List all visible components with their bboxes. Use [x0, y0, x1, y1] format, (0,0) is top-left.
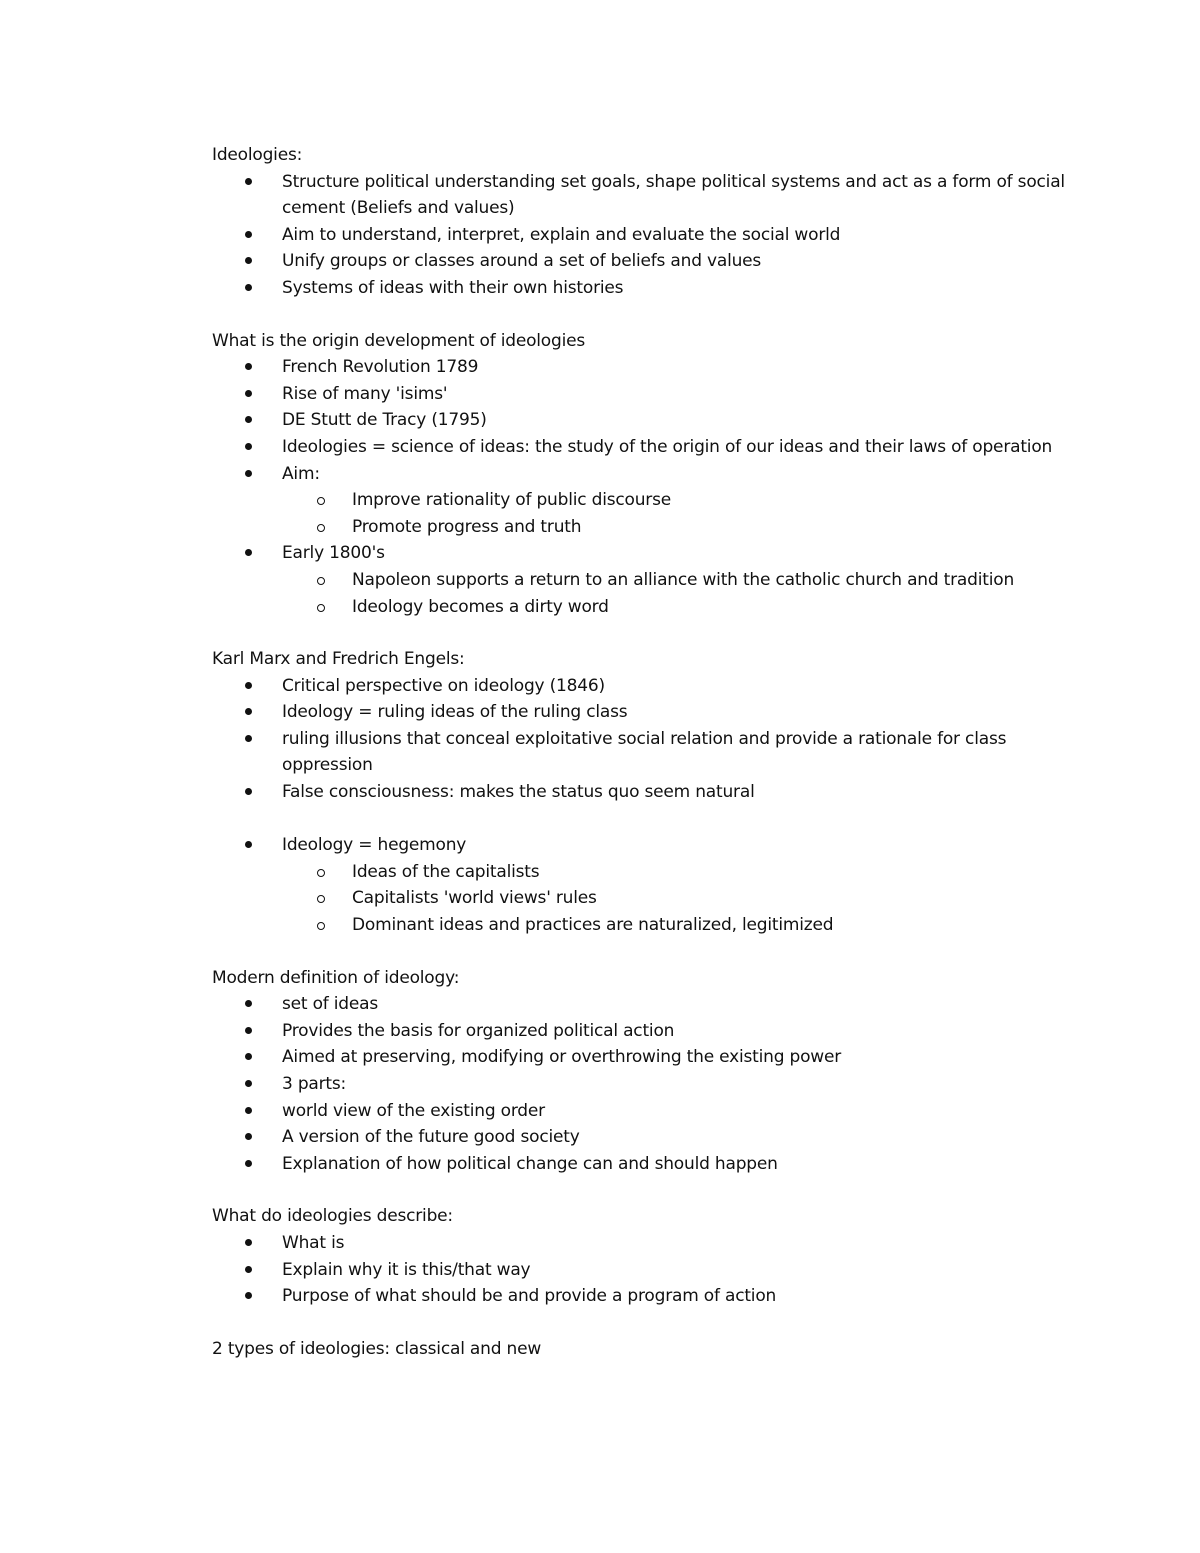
list-item-text: Systems of ideas with their own histories [282, 277, 624, 298]
list-item-text: world view of the existing order [282, 1100, 545, 1121]
sub-list-item [212, 487, 1100, 514]
bullet-list [212, 354, 1100, 620]
list-item-text: Improve rationality of public discourse [352, 490, 672, 511]
sub-list-item [212, 912, 1100, 939]
list-item [212, 222, 1100, 249]
section-what-describe [212, 1203, 1100, 1309]
list-item-text: Early 1800's [282, 543, 385, 564]
list-item [212, 354, 1100, 381]
list-item-text: Provides the basis for organized political action [282, 1020, 675, 1041]
list-item [212, 381, 1100, 408]
bullet-list [212, 673, 1100, 939]
list-item [212, 726, 1100, 779]
section-heading: What do ideologies describe: [212, 1206, 453, 1227]
section-marx-engels [212, 646, 1100, 939]
list-item [212, 407, 1100, 434]
list-item [212, 1283, 1100, 1310]
list-item-text: Ideas of the capitalists [352, 861, 540, 882]
bullet-list [212, 991, 1100, 1177]
list-item-text: French Revolution 1789 [282, 357, 479, 378]
list-item [212, 1124, 1100, 1151]
section-heading: Modern definition of ideology: [212, 967, 460, 988]
list-item [212, 1071, 1100, 1098]
list-item-text: Critical perspective on ideology (1846) [282, 675, 605, 696]
list-item-text: Promote progress and truth [352, 516, 582, 537]
list-item-text: Rise of many 'isims' [282, 383, 448, 404]
section-modern-definition [212, 965, 1100, 1178]
list-item [212, 461, 1100, 488]
list-item [212, 540, 1100, 567]
list-item-text: Dominant ideas and practices are naturalized, legitimized [352, 915, 834, 936]
list-item-text: Structure political understanding set goals, shape political systems and act as a form of social cement (Beliefs and values) [282, 171, 1065, 219]
list-item [212, 991, 1100, 1018]
list-item [212, 1018, 1100, 1045]
list-item-text: Ideology = hegemony [282, 835, 467, 856]
list-item [212, 673, 1100, 700]
section-heading: What is the origin development of ideologies [212, 330, 586, 351]
list-item-text: set of ideas [282, 994, 379, 1015]
list-item-text: Ideology = ruling ideas of the ruling class [282, 702, 628, 723]
sub-list-item [212, 514, 1100, 541]
list-item-text: A version of the future good society [282, 1127, 580, 1148]
list-item-text: Aim: [282, 463, 320, 484]
list-item [212, 699, 1100, 726]
list-item-text: 3 parts: [282, 1074, 347, 1094]
section-heading: 2 types of ideologies: classical and new [212, 1338, 542, 1359]
list-item [212, 275, 1100, 302]
section-types [212, 1336, 1100, 1363]
list-item [212, 248, 1100, 275]
bullet-list [212, 1230, 1100, 1310]
list-item-text: False consciousness: makes the status quo seem natural [282, 782, 755, 803]
list-item [212, 1230, 1100, 1257]
list-item-text: Unify groups or classes around a set of beliefs and values [282, 251, 762, 272]
list-item-text: Aimed at preserving, modifying or overthrowing the existing power [282, 1047, 842, 1068]
list-item-text: Ideology becomes a dirty word [352, 596, 609, 617]
section-ideologies [212, 142, 1100, 302]
list-item-text: Ideologies = science of ideas: the study of the origin of our ideas and their laws of operation [282, 436, 1053, 457]
sub-list-item [212, 859, 1100, 886]
section-heading: Ideologies: [212, 145, 303, 165]
sub-list-item [212, 885, 1100, 912]
list-item [212, 169, 1100, 222]
list-item-text: Capitalists 'world views' rules [352, 888, 597, 909]
list-item-text: Explanation of how political change can and should happen [282, 1153, 778, 1174]
bullet-list [212, 169, 1100, 302]
document-body [212, 142, 1100, 1362]
list-item [212, 1098, 1100, 1125]
sub-list-item [212, 594, 1100, 621]
list-item-text: ruling illusions that conceal exploitative social relation and provide a rationale for class oppression [282, 728, 1007, 776]
list-item-text: Aim to understand, interpret, explain and evaluate the social world [282, 224, 841, 245]
list-item-text: Purpose of what should be and provide a program of action [282, 1286, 777, 1307]
sub-list-item [212, 567, 1100, 594]
section-heading: Karl Marx and Fredrich Engels: [212, 649, 465, 670]
list-item [212, 779, 1100, 806]
list-item-text: Napoleon supports a return to an alliance with the catholic church and tradition [352, 569, 1015, 590]
list-item-text: What is [282, 1232, 345, 1253]
list-item [212, 1257, 1100, 1284]
list-item [212, 1044, 1100, 1071]
list-item-text: Explain why it is this/that way [282, 1259, 531, 1280]
list-item [212, 434, 1100, 461]
list-item [212, 832, 1100, 859]
list-item-text: DE Stutt de Tracy (1795) [282, 410, 487, 431]
list-item [212, 1151, 1100, 1178]
section-origin [212, 328, 1100, 621]
